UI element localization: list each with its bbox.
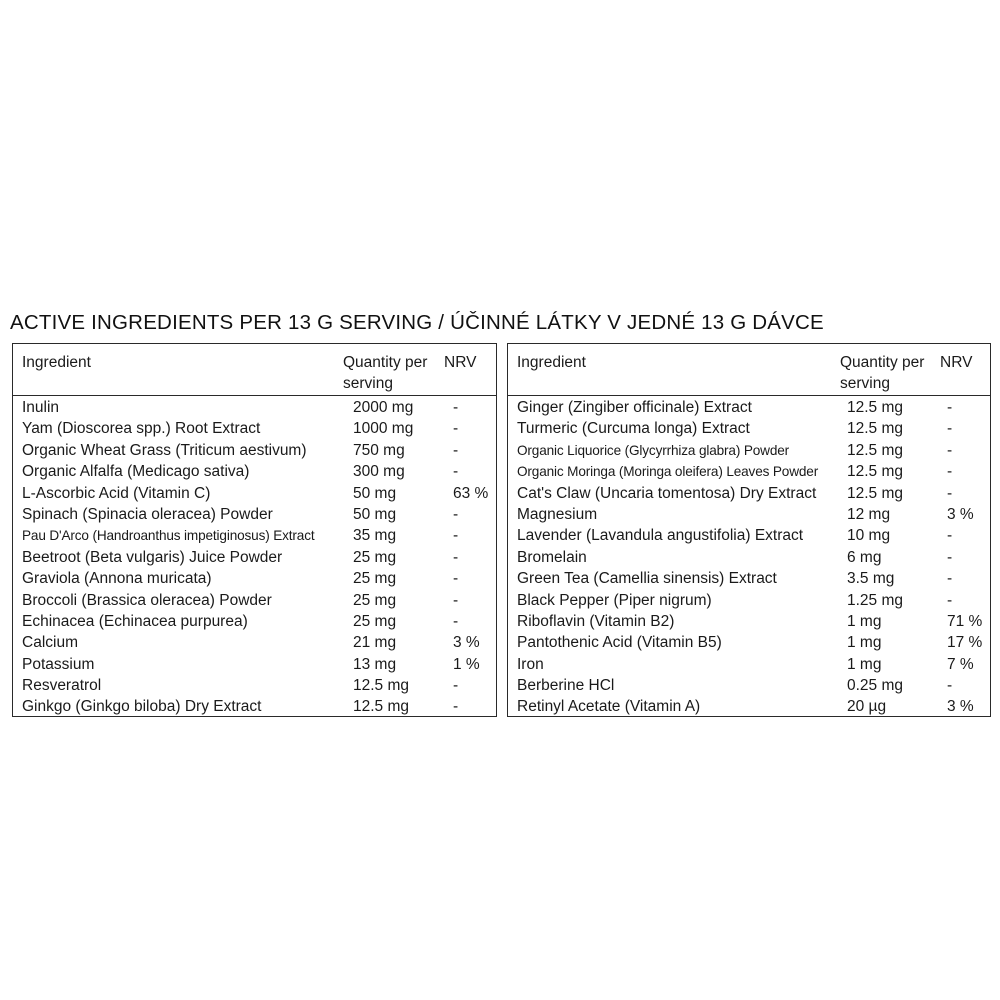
ingredient-quantity: 750 mg [353,441,405,459]
table-header [508,344,990,396]
ingredient-nrv: - [947,570,953,588]
table-row [13,696,496,717]
table-row [508,397,990,418]
ingredient-name: Organic Alfalfa (Medicago sativa) [22,463,250,481]
ingredient-quantity: 13 mg [353,655,397,673]
column-header-quantity-line1: Quantity per [343,354,428,371]
ingredient-name: Organic Liquorice (Glycyrrhiza glabra) Powder [517,442,790,458]
ingredient-quantity: 1 mg [847,612,882,630]
column-header-nrv: NRV [444,354,477,371]
table-row [13,418,496,439]
column-header-ingredient: Ingredient [22,354,91,371]
table-row [508,483,990,504]
table-row [13,547,496,568]
table-row [13,590,496,611]
ingredient-quantity: 25 mg [353,612,397,630]
ingredient-quantity: 25 mg [353,570,397,588]
ingredient-quantity: 20 µg [847,698,887,716]
ingredient-quantity: 25 mg [353,591,397,609]
ingredient-name: Inulin [22,399,60,416]
table-row [13,461,496,482]
ingredient-quantity: 35 mg [353,527,397,545]
ingredient-nrv: - [453,677,459,695]
ingredient-quantity: 10 mg [847,527,891,545]
ingredient-quantity: 12 mg [847,505,891,523]
table-row [508,611,990,632]
table-row [13,440,496,461]
ingredient-quantity: 50 mg [353,505,397,523]
ingredient-quantity: 25 mg [353,548,397,566]
ingredient-name: Pau D'Arco (Handroanthus impetiginosus) Extract [22,528,315,544]
ingredient-nrv: - [453,698,459,716]
ingredient-quantity: 12.5 mg [847,441,904,459]
ingredient-name: Organic Wheat Grass (Triticum aestivum) [22,441,307,459]
ingredient-quantity: 0.25 mg [847,677,904,695]
ingredient-name: Pantothenic Acid (Vitamin B5) [517,634,722,652]
table-row [508,418,990,439]
ingredient-nrv: - [947,399,953,416]
ingredient-nrv: - [453,548,459,566]
ingredient-name: Riboflavin (Vitamin B2) [517,612,675,630]
ingredient-nrv: - [947,420,953,438]
ingredient-nrv: - [453,420,459,438]
ingredient-name: L-Ascorbic Acid (Vitamin C) [22,484,211,502]
ingredient-name: Organic Moringa (Moringa oleifera) Leaves Powder [517,464,819,480]
table-row [13,568,496,589]
ingredient-nrv: 1 % [453,655,480,673]
ingredient-quantity: 1 mg [847,634,882,652]
ingredient-quantity: 12.5 mg [353,677,410,695]
ingredient-nrv: - [947,527,953,545]
ingredient-nrv: - [947,677,953,695]
column-header-nrv: NRV [940,354,973,371]
table-row [13,525,496,546]
ingredient-name: Broccoli (Brassica oleracea) Powder [22,591,272,609]
table-row [13,611,496,632]
ingredient-name: Graviola (Annona muricata) [22,570,212,588]
table-row [13,632,496,653]
ingredient-quantity: 300 mg [353,463,405,481]
ingredient-name: Resveratrol [22,677,102,695]
ingredient-quantity: 12.5 mg [847,399,904,416]
ingredient-nrv: 7 % [947,655,974,673]
table-row [508,632,990,653]
ingredient-name: Spinach (Spinacia oleracea) Powder [22,505,273,523]
ingredient-nrv: 3 % [947,505,974,523]
ingredient-quantity: 12.5 mg [847,463,904,481]
ingredient-name: Retinyl Acetate (Vitamin A) [517,698,701,716]
table-row [508,654,990,675]
ingredient-name: Black Pepper (Piper nigrum) [517,591,712,609]
ingredient-name: Ginkgo (Ginkgo biloba) Dry Extract [22,698,262,716]
ingredient-nrv: - [947,484,953,502]
column-header-quantity [343,352,443,394]
ingredient-nrv: 3 % [947,698,974,716]
ingredient-quantity: 21 mg [353,634,397,652]
table-row [508,440,990,461]
ingredient-quantity: 3.5 mg [847,570,895,588]
ingredient-quantity: 12.5 mg [353,698,410,716]
ingredient-nrv: - [947,463,953,481]
ingredient-nrv: 63 % [453,484,489,502]
ingredient-nrv: - [947,441,953,459]
ingredient-nrv: - [453,570,459,588]
ingredient-quantity: 1.25 mg [847,591,904,609]
ingredient-name: Berberine HCl [517,677,615,695]
column-header-quantity-line2: serving [343,375,393,392]
ingredient-name: Iron [517,655,544,673]
column-header-quantity [840,352,940,394]
table-row [13,397,496,418]
table-row [13,654,496,675]
table-row [508,504,990,525]
table-row [13,675,496,696]
ingredient-name: Turmeric (Curcuma longa) Extract [517,420,750,438]
ingredient-name: Ginger (Zingiber officinale) Extract [517,399,752,416]
table-row [13,504,496,525]
table-header [13,344,496,396]
ingredient-quantity: 6 mg [847,548,882,566]
ingredient-name: Echinacea (Echinacea purpurea) [22,612,248,630]
ingredient-quantity: 1 mg [847,655,882,673]
ingredient-quantity: 1000 mg [353,420,414,438]
ingredient-name: Bromelain [517,548,587,566]
table-row [508,590,990,611]
ingredient-nrv: - [947,591,953,609]
table-row [508,696,990,717]
ingredients-table-left [12,343,497,717]
ingredients-table-right [507,343,991,717]
ingredient-name: Beetroot (Beta vulgaris) Juice Powder [22,548,283,566]
ingredient-name: Calcium [22,634,78,652]
ingredient-nrv: 3 % [453,634,480,652]
ingredient-nrv: - [947,548,953,566]
ingredient-name: Magnesium [517,505,598,523]
ingredient-name: Potassium [22,655,95,673]
ingredient-nrv: 17 % [947,634,983,652]
page-title: ACTIVE INGREDIENTS PER 13 G SERVING / ÚČINNÉ LÁTKY V JEDNÉ 13 G DÁVCE [10,311,824,334]
table-row [508,525,990,546]
ingredient-name: Yam (Dioscorea spp.) Root Extract [22,420,261,438]
column-header-quantity-line2: serving [840,375,890,392]
ingredient-nrv: - [453,441,459,459]
ingredient-nrv: - [453,399,459,416]
ingredient-name: Green Tea (Camellia sinensis) Extract [517,570,777,588]
table-row [508,568,990,589]
ingredient-nrv: - [453,591,459,609]
ingredient-quantity: 12.5 mg [847,484,904,502]
table-body [508,397,990,718]
table-body [13,397,496,718]
table-row [508,461,990,482]
column-header-quantity-line1: Quantity per [840,354,925,371]
ingredient-nrv: - [453,527,459,545]
table-row [508,675,990,696]
ingredient-quantity: 2000 mg [353,399,414,416]
table-row [13,483,496,504]
ingredient-name: Cat's Claw (Uncaria tomentosa) Dry Extract [517,484,817,502]
ingredient-quantity: 50 mg [353,484,397,502]
ingredient-name: Lavender (Lavandula angustifolia) Extract [517,527,804,545]
ingredient-nrv: 71 % [947,612,983,630]
ingredient-nrv: - [453,505,459,523]
column-header-ingredient: Ingredient [517,354,586,371]
ingredient-quantity: 12.5 mg [847,420,904,438]
ingredient-nrv: - [453,612,459,630]
table-row [508,547,990,568]
ingredient-nrv: - [453,463,459,481]
